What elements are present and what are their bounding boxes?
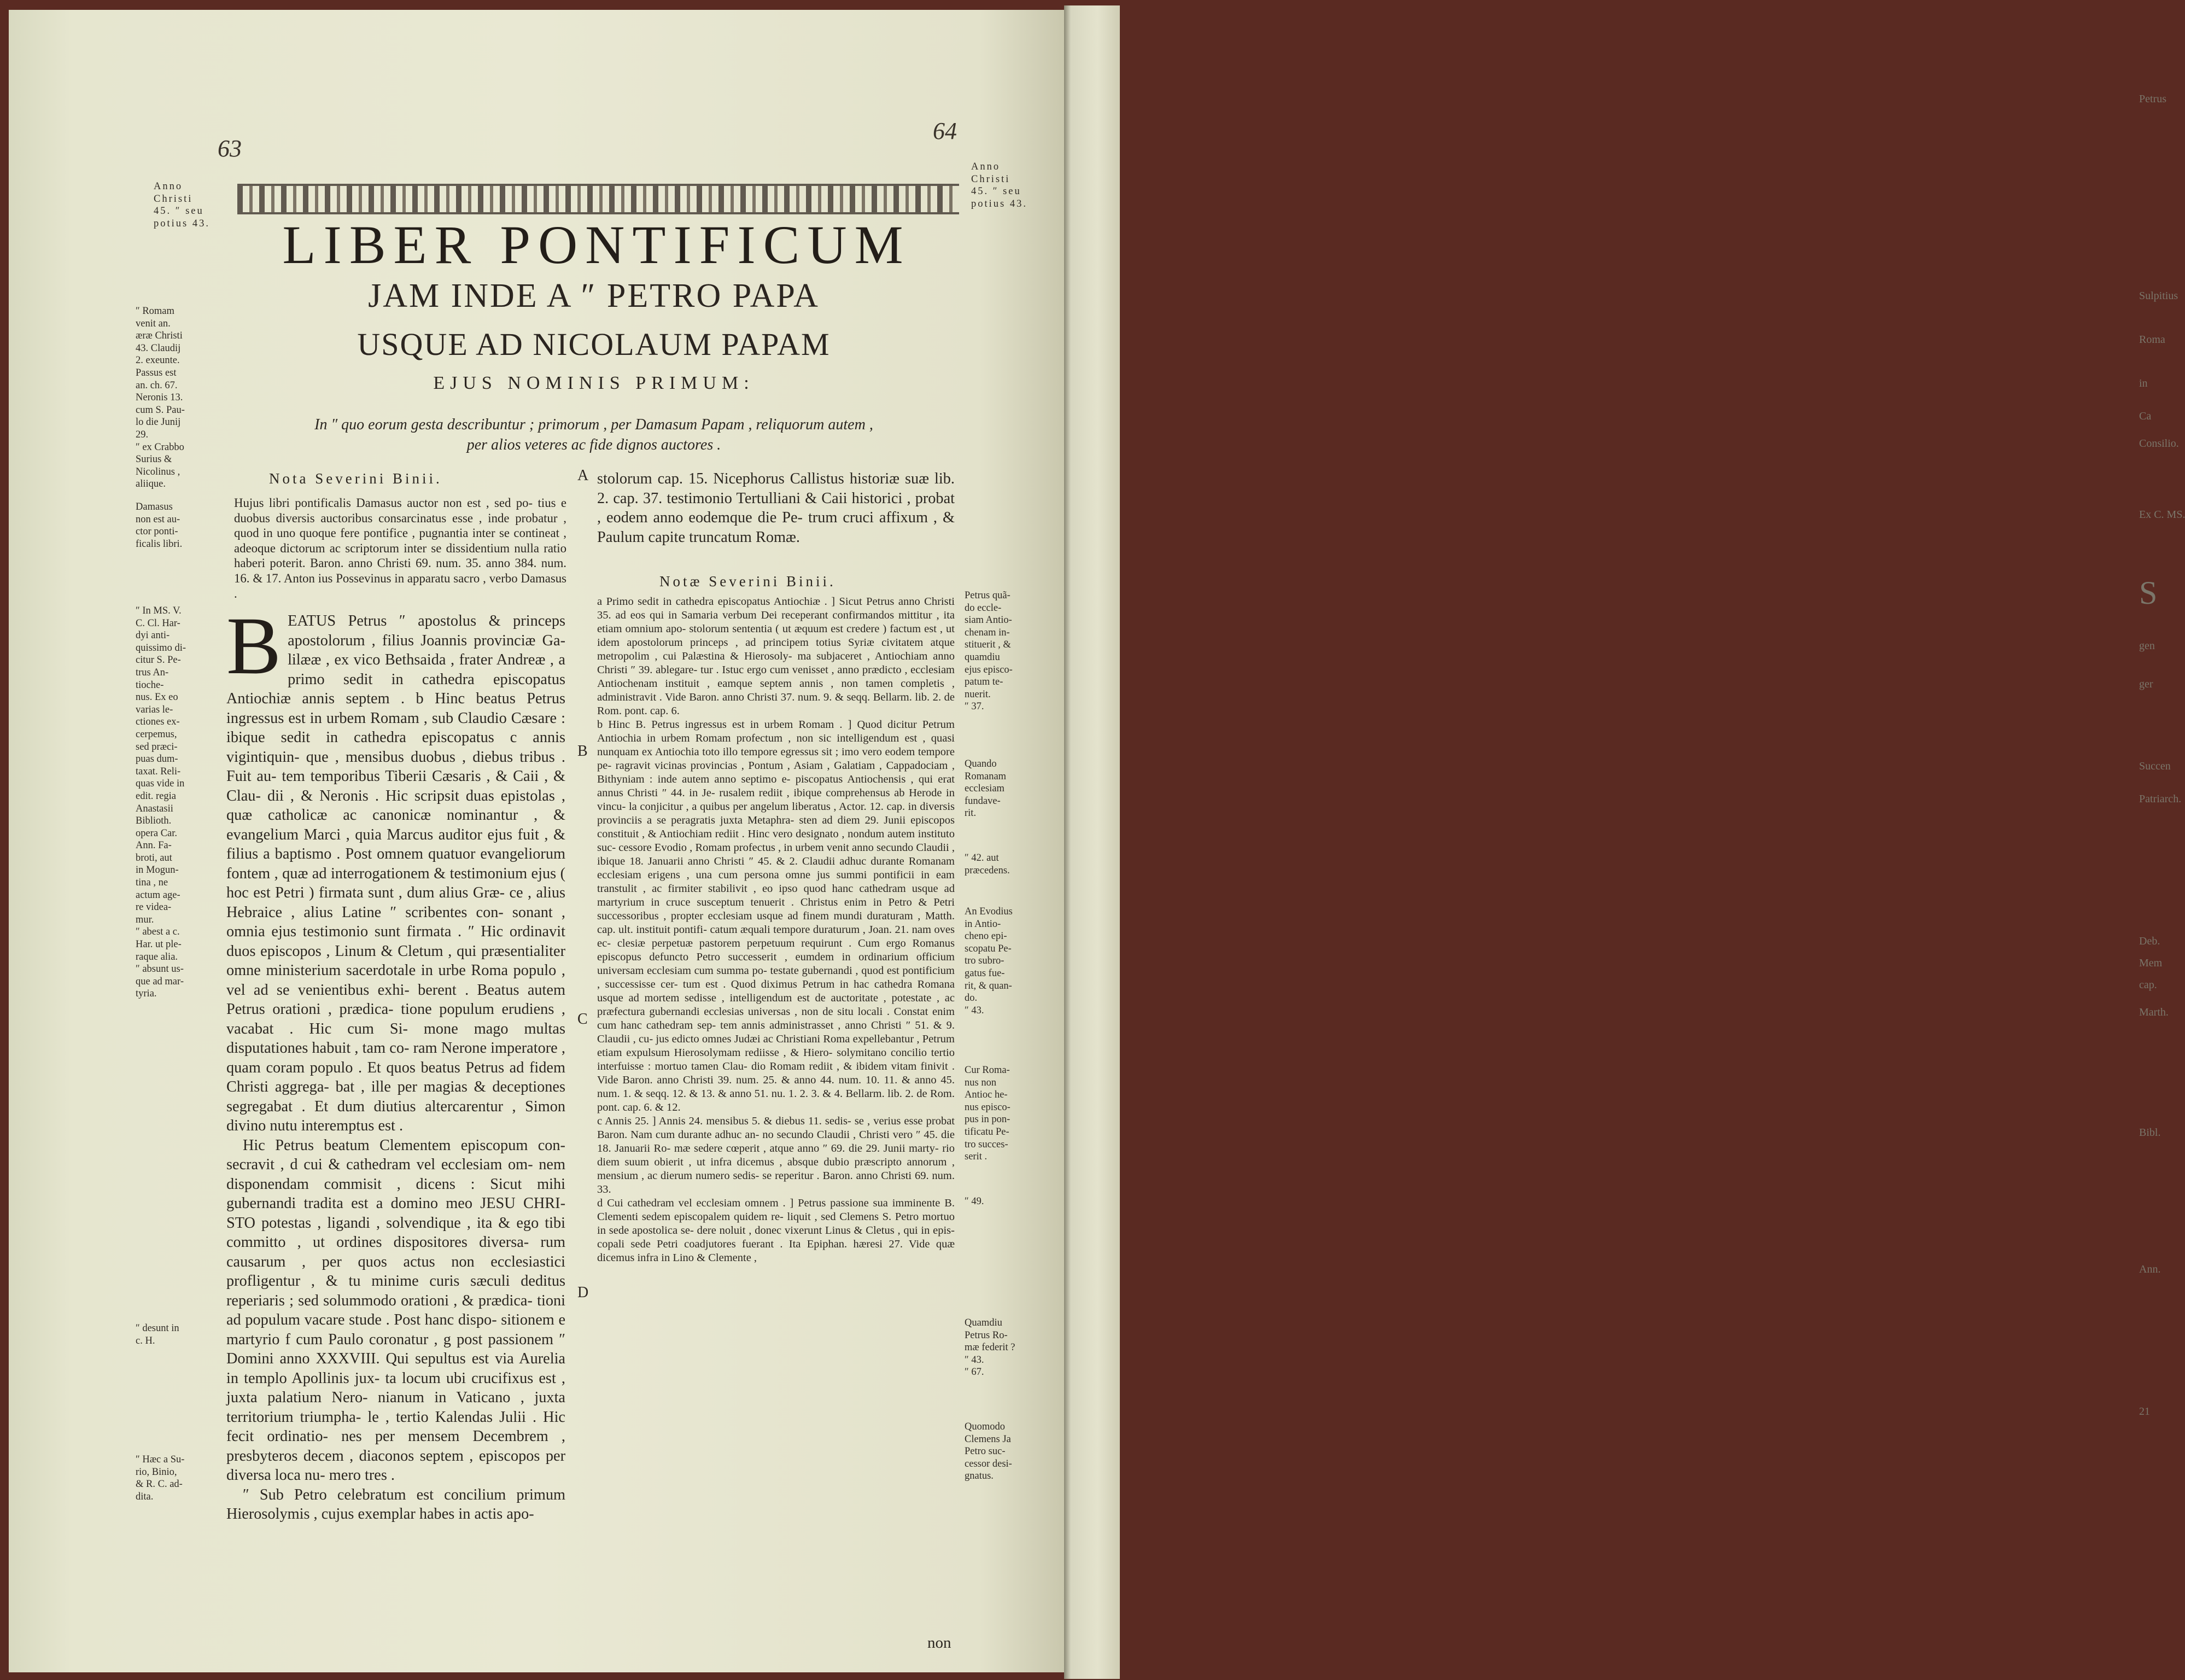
- title-line-4: EJUS NOMINIS PRIMUM:: [433, 373, 755, 393]
- margin-note-petrus: Petrus quã- do eccle- siam Antio- chenam in- stituerit , & quamdiu ejus episco- patum te- nuerit. ″ 37.: [965, 590, 1013, 713]
- facing-page-fragment: Sulpitius: [2139, 290, 2178, 302]
- right-column-top-text: stolorum cap. 15. Nicephorus Callistus historiæ suæ lib. 2. cap. 37. testimonio Tertulliani & Caii historici , probat , eodem anno eodemque die Pe- trum cruci affixum , & Paulum capite truncatum Romæ.: [597, 470, 955, 546]
- margin-note-damasus: Damasus non est au- ctor ponti- ficalis libri.: [136, 501, 183, 550]
- facing-page-fragment: Succen: [2139, 760, 2171, 772]
- page-number-right: 64: [933, 118, 957, 144]
- main-paragraph-2: Hic Petrus beatum Clementem episcopum con- secravit , d cui & cathedram vel ecclesiam om- nem disponendam commisit , dicens : Sicut mihi gubernandi tradita est a domino meo JESU CHRI- STO potestas , ligandi , solvendique , ita & ego tibi committo , ut ordines dispositores diversa- rum causarum , per quos actus non ecclesiastici profligentur , & tu minime curis sæculi deditus reperiaris ; sed solummodo orationi , & prædica- tioni ad populum vacare stude . Post hanc dispo- sitionem e martyrio f cum Paulo coronatur , g post passionem ″ Domini anno XXXVIII. Qui sepultus est via Aurelia in templo Apollinis jux- ta locum ubi crucifixus est , juxta palatium Nero- nianum in Vaticano , juxta territorium triumpha- le , tertio Kalendas Julii . Hic fecit ordinatio- nes per mensem Decembrem , presbyteros decem , diaconos septem , episcopos per diversa loca nu- mero tres .: [226, 1136, 565, 1484]
- title-subtitle-line-1: In ″ quo eorum gesta describuntur ; primorum , per Damasum Papam , reliquorum autem ,: [314, 416, 873, 433]
- catchword: non: [927, 1634, 951, 1652]
- nota-heading-left: Nota Severini Binii.: [269, 470, 442, 487]
- section-letter-d: D: [577, 1284, 589, 1301]
- facing-page-fragment: Petrus: [2139, 93, 2166, 105]
- facing-page-fragment: gen: [2139, 640, 2155, 652]
- drop-cap-letter: B: [226, 600, 282, 691]
- facing-page-fragment: Patriarch.: [2139, 793, 2182, 805]
- facing-page-fragment: Ca: [2139, 410, 2152, 422]
- title-line-3: USQUE AD NICOLAUM PAPAM: [357, 326, 831, 362]
- title-line-2: JAM INDE A ″ PETRO PAPA: [368, 277, 820, 314]
- note-a: a Primo sedit in cathedra episcopatus Antiochiæ . ] Sicut Petrus anno Christi 35. ad eos qui in Samaria verbum Dei receperant confirmandos mittitur , ita etiam omnium apo- stolorum sententia ( ut æquum est credere ) factum est , ut idem apostolorum princeps , ad principem totius Syriæ civitatem atque metropolim , cui Palæstina & Hierosoly- ma subjaceret , Antiochiam anno Christi ″ 39. ablegare- tur . Istuc ergo cum venisset , anno prædicto , ecclesiam Antiochenam instituit , eamque septem annis , non tamen completis , administravit . Vide Baron. anno Christi 37. num. 9. & seqq. Bellarm. lib. 2. de Rom. pont. cap. 6.: [597, 596, 955, 717]
- facing-page-fragment: Bibl.: [2139, 1127, 2161, 1139]
- facing-page-fragment: Marth.: [2139, 1006, 2169, 1018]
- note-d: d Cui cathedram vel ecclesiam omnem . ] Petrus passione sua imminente B. Clementi sedem episcopalem quidem re- liquit , sed Clemens S. Petro mortuo in sede apostolica se- dere noluit , donec vixerunt Linus & Cletus , qui in epis- copali sede Petri coadjutores fuerant . Ita Epiphan. hæresi 27. Vide quæ dicemus infra in Lino & Clemente ,: [597, 1197, 955, 1264]
- section-letter-a: A: [577, 467, 589, 484]
- facing-page-edge: [1064, 5, 2185, 1679]
- margin-note-ms: ″ In MS. V. C. Cl. Har- dyi anti- quissimo di- citur S. Pe- trus An- tioche- nus. Ex eo varias le- ctiones ex- cerpemus, sed præci- puas dum- taxat. Reli- quas vide in edit. regia Anastasii Biblioth. opera Car. Ann. Fa- broti, aut in Mogun- tina , ne actum age- re videa- mur. ″ abest a c. Har. ut ple- raque alia. ″ absunt us- que ad mar- tyria.: [136, 605, 186, 1000]
- facing-page-fragment: Consilio.: [2139, 438, 2179, 450]
- notes-column: [597, 595, 955, 1265]
- facing-page-fragment: Mem: [2139, 957, 2163, 969]
- decorative-header-band: [237, 184, 959, 214]
- facing-page-fragment: cap.: [2139, 979, 2157, 991]
- margin-anno-left: Anno Christi 45. ″ seu potius 43.: [154, 181, 210, 229]
- facing-page-fragment: Deb.: [2139, 935, 2160, 947]
- facing-page-fragment: Ann.: [2139, 1263, 2161, 1275]
- facing-page-fragment: ger: [2139, 678, 2153, 690]
- main-text-column: [226, 600, 565, 1524]
- margin-note-cur: Cur Roma- nus non Antioc he- nus episco- pus in pon- tificatu Pe- tro succes- serit .: [965, 1065, 1010, 1163]
- page-number-left: 63: [218, 135, 242, 162]
- margin-note-quomodo: Quomodo Clemens Ja Petro suc- cessor desi- gnatus.: [965, 1421, 1012, 1482]
- facing-page-fragment: in: [2139, 377, 2148, 389]
- margin-note-aut: ″ 42. aut præcedens.: [965, 853, 1010, 876]
- margin-note-romam: ″ Romam venit an. æræ Christi 43. Claudij 2. exeunte. Passus est an. ch. 67. Neronis 13. cum S. Pau- lo die Junij 29. ″ ex Crabbo Surius & Nicolinus , aliique.: [136, 306, 185, 490]
- book-page: [9, 10, 1064, 1672]
- margin-note-quamdiu: Quamdiu Petrus Ro- mæ federit ? ″ 43. ″ 67.: [965, 1317, 1015, 1378]
- facing-page-fragment: Ex C. MS.: [2139, 509, 2185, 521]
- main-paragraph-1: EATUS Petrus ″ apostolus & princeps apostolorum , filius Joannis provinciæ Ga- lilææ , ex vico Bethsaida , frater Andreæ , a primo sedit in cathedra episcopatus Antiochiæ annis septem . b Hinc beatus Petrus ingressus est in urbem Romam , sub Claudio Cæsare : ibique sedit in cathedra episcopatus c annis vigintiquin- que , mensibus duobus , diebus tribus . Fuit au- tem temporibus Tiberii Cæsaris , & Caii , & Clau- dii , & Neronis . Hic scripsit duas epistolas , quæ catholicæ ac canonicæ nominantur , & evangelium Marci , quia Marcus auditor ejus fuit , & filius a baptismo . Post omnem quatuor evangeliorum fontem , quæ ad interrogationem & testimonium ejus ( hoc est Petri ) firmata sunt , dum alius Græ- ce , alius Hebraice , alius Latine ″ scribentes con- sonant , omnia ejus testimonio sunt firmata . ″ Hic ordinavit duos episcopos , Linum & Cletum , qui præsentialiter omne ministerium sacerdotale in urbe Roma populo , vel ad se venientibus exhi- berent . Beatus autem Petrus orationi , prædica- tione populum erudiens , vacabat . Hic cum Si- mone mago multas disputationes habuit , tam co- ram Nerone imperatore , quam coram populo . Et quos beatus Petrus ad fidem Christi aggrega- bat , ille per magias & deceptiones segregabat . Et dum diutius altercarentur , Simon divino nutu interemptus est .: [226, 612, 565, 1134]
- margin-anno-right: Anno Christi 45. ″ seu potius 43.: [971, 161, 1027, 209]
- section-letter-c: C: [577, 1011, 588, 1028]
- margin-note-quando: Quando Romanam ecclesiam fundave- rit.: [965, 759, 1007, 819]
- facing-page-fragment: S: [2139, 575, 2158, 611]
- nota-text-left: Hujus libri pontificalis Damasus auctor non est , sed po- tius e duobus diversis auctoribus consarcinatus esse , inde probatur , quod in uno quoque fere pontifice , pugnantia inter se contineat , adeoque dictorum ac scriptorum inter se dissidentium nulla ratio haberi poterit. Baron. anno Christi 69. num. 35. anno 384. num. 16. & 17. Anton ius Possevinus in apparatu sacro , verbo Damasus .: [234, 496, 566, 600]
- main-paragraph-3: ″ Sub Petro celebratum est concilium primum Hierosolymis , cujus exemplar habes in actis apo-: [226, 1486, 565, 1522]
- margin-note-49: ″ 49.: [965, 1196, 984, 1207]
- title-subtitle: [238, 415, 949, 455]
- title-main: LIBER PONTIFICUM: [282, 214, 911, 275]
- title-subtitle-line-2: per alios veteres ac fide dignos auctores .: [466, 436, 721, 453]
- facing-page-fragment: 21: [2139, 1405, 2150, 1418]
- margin-note-haec: ″ Hæc a Su- rio, Binio, & R. C. ad- dita.: [136, 1454, 185, 1502]
- section-letter-b: B: [577, 743, 588, 760]
- facing-page-fragment: Roma: [2139, 334, 2165, 346]
- note-c: c Annis 25. ] Annis 24. mensibus 5. & diebus 11. sedis- se , verius esse probat Baron. Nam cum durante adhuc an- no secundo Claudii , Christi vero ″ 45. die 18. Januarii Ro- mæ sedere cœperit , atque anno ″ 69. die 29. Junii marty- rio diem suum obierit , ut infra dicemus , absque dubio præscripto annorum , mensium , ac dierum numero sedis- se reperitur . Baron. anno Christi 69. num. 33.: [597, 1115, 955, 1195]
- note-b: b Hinc B. Petrus ingressus est in urbem Romam . ] Quod dicitur Petrum Antiochia in urbem Romam profectum , non sic intelligendum est , quasi nunquam ex Antiochia toto illo tempore egressus sit ; imo vero eodem tempore pe- ragravit vicinas provincias , Pontum , Asiam , Galatiam , Cappadociam , Bithyniam : inde autem anno septimo e- piscopatus Antiochensis , qui erat annus Christi ″ 44. in Je- rusalem rediit , ibique comprehensus ab Herode in vincu- la conjicitur , a quibus per angelum liberatus , Actor. 12. cap. in diversis provinciis a se peragratis juxta Metaphra- sten ad diem 29. Junii episcopos constituit , & Antiochiam rediit . Hinc vero designato , nondum autem instituto suc- cessore Evodio , Romam profectus , in urbem venit anno secundo Claudii , ibique 18. Januarii anno Christi ″ 45. & 2. Claudii adhuc durante Romanam ecclesiam erigens , una cum persona omne jus summi pontificii in eam transtulit , ac firmiter stabilivit , eo ipso quod hanc cathedram usque ad martyrium in cruce susceptum tenuerit . Christus enim in Petro & Petri successoribus , propter ecclesiam usque ad finem mundi duraturam , Matth. cap. ult. instituit pontifi- catum æquali tempore duraturum , Joan. 21. nam oves ec- clesiæ perpetuæ pastorem perpetuum requirunt . Cum ergo Romanus episcopus defuncto Petro successerit , eumdem in ordinarium officium universam ecclesiam cum summa po- testate gubernandi , quod est pontificium , successisse cer- tum est . Quod diximus Petrum in hac cathedra Romana usque ad mortem sedisse , intelligendum est de auctoritate , potestate , ac præfectura gubernandi ecclesias universas , non de situ locali . Constat enim cum hanc cathedram sep- tem annis administrasset , anno Christi ″ 51. & 9. Claudii , cu- jus edicto omnes Judæi ac Christiani Roma expellebantur , Petrum etiam expulsum Hierosolymam rediisse , & Hiero- solymitano concilio tertio interfuisse : mortuo tamen Clau- dio Romam rediit , & ibidem vitam finivit . Vide Baron. anno Christi 39. num. 25. & anno 44. num. 10. 11. & anno 45. num. 1. & seqq. 12. & 13. & anno 51. nu. 1. 2. 3. & 4. Bellarm. lib. 2. de Rom. pont. cap. 6. & 12.: [597, 719, 955, 1113]
- margin-note-desunt: ″ desunt in c. H.: [136, 1323, 179, 1346]
- margin-note-evodius: An Evodius in Antio- cheno epi- scopatu Pe- tro subro- gatus fue- rit, & quan- do. ″ 43.: [965, 906, 1013, 1016]
- notae-heading-right: Notæ Severini Binii.: [659, 573, 836, 590]
